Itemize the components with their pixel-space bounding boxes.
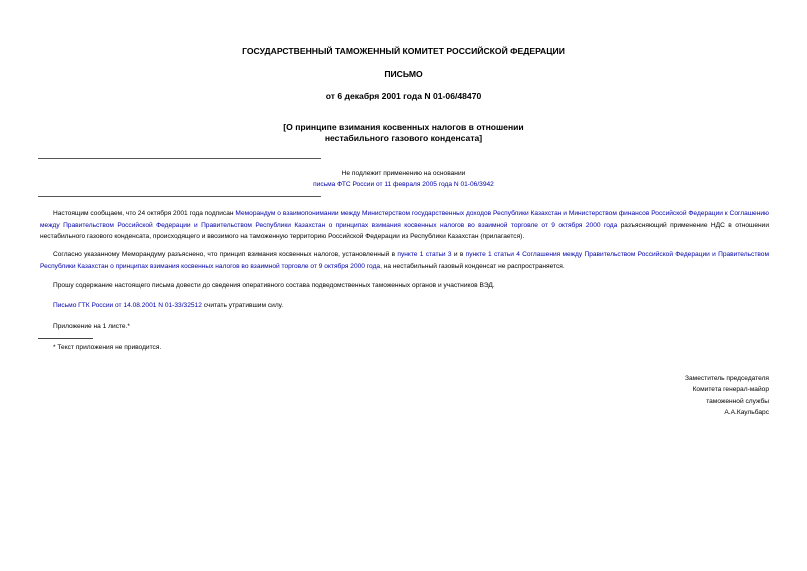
p1-text-1: Настоящим сообщаем, что 24 октября 2001 года подписан xyxy=(53,210,236,217)
paragraph-4 xyxy=(40,300,769,312)
date-number-heading: от 6 декабря 2001 года N 01-06/48470 xyxy=(325,91,482,101)
divider-top xyxy=(38,158,321,159)
signature-line-1: Заместитель председателя xyxy=(685,375,769,382)
p2-text-1: Согласно указанному Меморандуму разъяснено, что принцип взимания косвенных налогов, установленный в xyxy=(53,251,398,258)
title-line-2: нестабильного газового конденсата] xyxy=(324,133,483,143)
agreement-link[interactable]: пункте 1 статьи 4 Соглашения между Правительством Российской Федерации и Правительством Республики Казахстан о принципах взимания косвенных налогов во взаимной торговле от 9 октября 2000 года xyxy=(40,251,769,270)
signature-line-3: таможенной службы xyxy=(706,397,769,405)
p4-text-1: считать утратившим силу. xyxy=(201,302,284,309)
signature-name: А.А.Каульбарс xyxy=(724,408,769,416)
p2-text-2: и в xyxy=(451,251,466,258)
status-link-wrap xyxy=(0,180,807,190)
memorandum-link[interactable]: Меморандум о взаимопонимании между Министерством государственных доходов Республики Казахстан и Министерством финансов Российской Федерации к Соглашению между Правительством Российской Федерации и Правительством Республики Казахстан о принципах взимания косвенных налогов во взаимной торговле от 9 октября 2000 года xyxy=(40,210,769,229)
title-line-1: [О принципе взимания косвенных налогов в отношении xyxy=(283,122,524,132)
status-note: Не подлежит применению на основании xyxy=(341,170,466,177)
paragraph-1 xyxy=(40,208,769,243)
agency-heading: ГОСУДАРСТВЕННЫЙ ТАМОЖЕННЫЙ КОМИТЕТ РОССИЙСКОЙ ФЕДЕРАЦИИ xyxy=(242,46,565,56)
footnote: * Текст приложения не приводится. xyxy=(53,344,162,351)
p1-text-2: разъясняющий применение НДС в отношении нестабильного газового конденсата, происходящего и ввозимого на таможенную территорию Российской Федерации из Республики Казахстан (прилагается). xyxy=(40,221,770,240)
paragraph-2 xyxy=(40,249,769,272)
footnote-divider xyxy=(38,338,93,339)
doc-type-heading: ПИСЬМО xyxy=(384,69,423,79)
paragraph-3: Прошу содержание настоящего письма довести до сведения оперативного состава подведомственных таможенных органов и участников ВЭД. xyxy=(53,282,495,289)
signature-line-2: Комитета генерал-майор xyxy=(692,386,769,394)
previous-letter-link[interactable]: Письмо ГТК России от 14.08.2001 N 01-33/32512 xyxy=(53,302,202,309)
paragraph-5: Приложение на 1 листе.* xyxy=(53,323,130,330)
divider-bottom xyxy=(38,196,321,197)
p2-text-3: , на нестабильный газовый конденсат не распространяется. xyxy=(380,262,565,270)
status-link[interactable]: письма ФТС России от 11 февраля 2005 года N 01-06/3942 xyxy=(313,181,494,188)
article-3-link[interactable]: пункте 1 статьи 3 xyxy=(397,251,452,258)
signature-block xyxy=(569,373,769,418)
